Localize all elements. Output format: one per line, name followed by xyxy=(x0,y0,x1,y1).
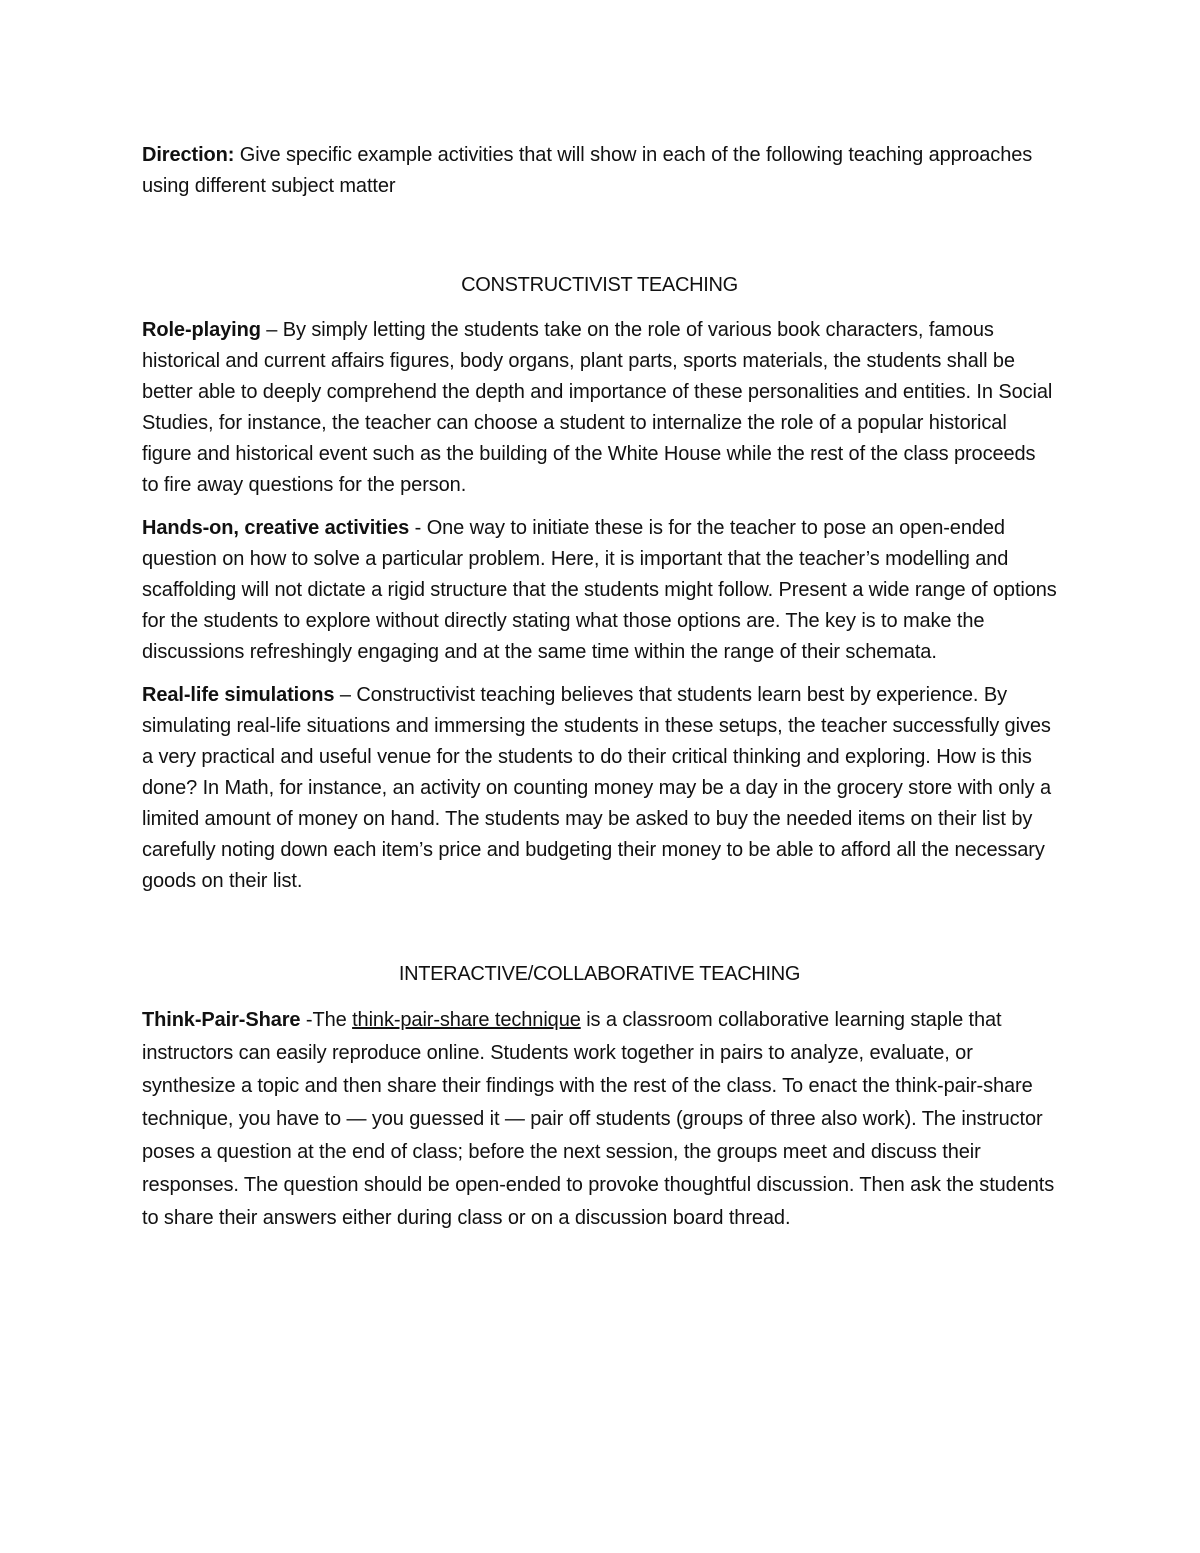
paragraph-real-life xyxy=(142,680,1057,897)
direction-text: Give specific example activities that will show in each of the following teaching approaches using different subject matter xyxy=(142,144,1033,197)
section-heading-constructivist: CONSTRUCTIVIST TEACHING xyxy=(461,274,738,296)
text-hands-on: - One way to initiate these is for the teacher to pose an open-ended question on how to solve a particular problem. Here, it is important that the teacher’s modelling and scaffolding will not dictate a rigid structure that the students might follow. Present a wide range of options for the students to explore without directly stating what those options are. The key is to make the discussions refreshingly engaging and at the same time within the range of their schemata. xyxy=(142,517,1057,663)
text-think-pair-share-pre: -The xyxy=(300,1009,353,1031)
document-body xyxy=(142,140,1057,1247)
direction-label: Direction: xyxy=(142,144,235,166)
term-hands-on: Hands-on, creative activities xyxy=(142,517,410,539)
text-real-life: – Constructivist teaching believes that students learn best by experience. By simulating real-life situations and immersing the students in these setups, the teacher successfully gives a very practical and useful venue for the students to do their critical thinking and exploring. How is this done? In Math, for instance, an activity on counting money may be a day in the grocery store with only a limited amount of money on hand. The students may be asked to buy the needed items on their list by carefully noting down each item’s price and budgeting their money to be able to afford all the necessary goods on their list. xyxy=(142,684,1051,892)
text-role-playing: – By simply letting the students take on the role of various book characters, famous historical and current affairs figures, body organs, plant parts, sports materials, the students shall be better able to deeply comprehend the depth and importance of these personalities and entities. In Social Studies, for instance, the teacher can choose a student to internalize the role of a popular historical figure and historical event such as the building of the White House while the rest of the class proceeds to fire away questions for the person. xyxy=(142,319,1053,496)
term-real-life: Real-life simulations xyxy=(142,684,335,706)
think-pair-share-link[interactable]: think-pair-share technique xyxy=(352,1009,581,1031)
paragraph-role-playing xyxy=(142,315,1057,501)
direction-paragraph xyxy=(142,140,1057,202)
term-think-pair-share: Think-Pair-Share xyxy=(142,1009,301,1031)
section-heading-interactive: INTERACTIVE/COLLABORATIVE TEACHING xyxy=(398,963,801,985)
term-role-playing: Role-playing xyxy=(142,319,261,341)
text-think-pair-share: is a classroom collaborative learning staple that instructors can easily reproduce online. Students work together in pairs to analyze, evaluate, or synthesize a topic and then share their findings with the rest of the class. To enact the think-pair-share technique, you have to — you guessed it — pair off students (groups of three also work). The instructor poses a question at the end of class; before the next session, the groups meet and discuss their responses. The question should be open-ended to provoke thoughtful discussion. Then ask the students to share their answers either during class or on a discussion board thread. xyxy=(142,1009,1055,1229)
paragraph-think-pair-share xyxy=(142,1004,1057,1235)
paragraph-hands-on xyxy=(142,513,1057,668)
